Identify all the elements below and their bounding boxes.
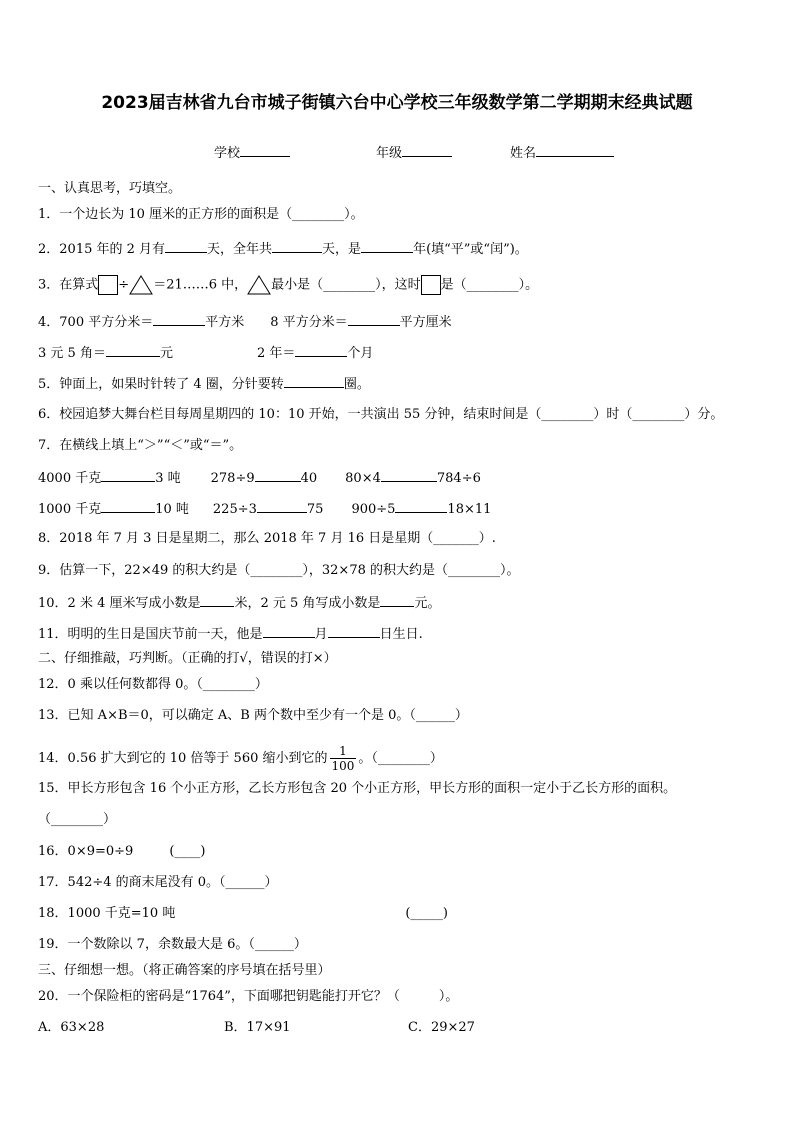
question-12: 12．0 乘以任何数都得 0。（________）: [38, 677, 268, 692]
answer-blank[interactable]: [257, 500, 307, 513]
triangle-shape: [247, 275, 271, 295]
grade-field[interactable]: 年级: [376, 142, 452, 161]
name-field[interactable]: 姓名: [510, 142, 614, 161]
question-15: 15．甲长方形包含 16 个小正方形，乙长方形包含 20 个小正方形，甲长方形的面积一定小于乙长方形的面积。: [38, 781, 677, 796]
question-20: 20．一个保险柜的密码是“1764”，下面哪把钥匙能打开它？（ ）。: [38, 989, 459, 1004]
question-8: 8．2018 年 7 月 3 日是星期二，那么 2018 年 7 月 16 日是星期（_______）.: [38, 531, 496, 546]
answer-blank[interactable]: [381, 469, 437, 482]
fraction: $\frac{1}{100}$: [331, 744, 355, 773]
question-16: 16．0×9=0÷9 (____): [38, 844, 206, 859]
answer-blank[interactable]: [200, 594, 234, 607]
answer-blank[interactable]: [106, 344, 160, 357]
question-4b: 3 元 5 角＝ 元 2 年＝ 个月: [38, 346, 374, 361]
answer-blank[interactable]: [272, 240, 322, 253]
answer-blank[interactable]: [284, 375, 344, 388]
option-a[interactable]: A．63×28: [38, 1020, 105, 1035]
answer-blank[interactable]: [328, 625, 380, 638]
answer-blank[interactable]: [165, 240, 207, 253]
question-9: 9．估算一下，22×49 的积大约是（________），32×78 的积大约是（________）。: [38, 563, 520, 578]
question-10: 10．2 米 4 厘米写成小数是 米，2 元 5 角写成小数是 元。: [38, 596, 441, 611]
question-3: 3．在算式 ÷ ＝21……6 中， 最小是（________），这时 是（________）。: [38, 275, 538, 295]
question-1: 1．一个边长为 10 厘米的正方形的面积是（________）。: [38, 207, 364, 222]
answer-blank[interactable]: [263, 625, 315, 638]
section-2-heading: 二、仔细推敲，巧判断。（正确的打√，错误的打×）: [38, 651, 337, 666]
question-17: 17．542÷4 的商末尾没有 0。（______）: [38, 875, 278, 890]
answer-blank[interactable]: [395, 500, 447, 513]
answer-blank[interactable]: [101, 469, 155, 482]
question-7-row-2: 1000 千克 10 吨 225÷3 75 900÷5 18×11: [38, 502, 492, 517]
answer-blank[interactable]: [101, 500, 155, 513]
question-14: 14．0.56 扩大到它的 10 倍等于 560 缩小到它的 $\frac{1}{100}$ 。（________）: [38, 744, 443, 773]
answer-blank[interactable]: [295, 344, 347, 357]
question-7: 7．在横线上填上“＞”“＜”或“＝”。: [38, 438, 243, 453]
answer-blank[interactable]: [153, 313, 205, 326]
question-15-answer: （________）: [38, 812, 117, 827]
question-2: 2．2015 年的 2 月有 天，全年共 天，是 年(填“平”或“闰”)。: [38, 242, 528, 257]
question-5: 5．钟面上，如果时针转了 4 圈，分针要转 圈。: [38, 377, 370, 392]
question-11: 11．明明的生日是国庆节前一天，他是 月 日生日.: [38, 627, 423, 642]
question-7-row-1: 4000 千克 3 吨 278÷9 40 80×4 784÷6: [38, 471, 481, 486]
question-18: 18．1000 千克=10 吨 (_____): [38, 906, 448, 921]
answer-blank[interactable]: [348, 313, 400, 326]
school-field[interactable]: 学校: [214, 142, 290, 161]
option-c[interactable]: C．29×27: [408, 1020, 475, 1035]
answer-blank[interactable]: [255, 469, 301, 482]
question-4a: 4．700 平方分米＝ 平方米 8 平方分米＝ 平方厘米: [38, 315, 452, 330]
answer-blank[interactable]: [361, 240, 413, 253]
square-shape: [421, 275, 441, 295]
option-b[interactable]: B．17×91: [224, 1020, 291, 1035]
question-13: 13．已知 A×B＝0，可以确定 A、B 两个数中至少有一个是 0。（______）: [38, 708, 468, 723]
triangle-shape: [129, 275, 153, 295]
question-6: 6．校园追梦大舞台栏目每周星期四的 10：10 开始，一共演出 55 分钟，结束时间是（________）时（________）分。: [38, 407, 724, 422]
section-1-heading: 一、认真思考，巧填空。: [38, 181, 182, 196]
question-19: 19．一个数除以 7，余数最大是 6。（______）: [38, 937, 307, 952]
square-shape: [98, 275, 118, 295]
answer-blank[interactable]: [380, 594, 414, 607]
page-title: 2023届吉林省九台市城子街镇六台中心学校三年级数学第二学期期末经典试题: [101, 93, 693, 113]
section-3-heading: 三、仔细想一想。（将正确答案的序号填在括号里）: [38, 963, 331, 978]
